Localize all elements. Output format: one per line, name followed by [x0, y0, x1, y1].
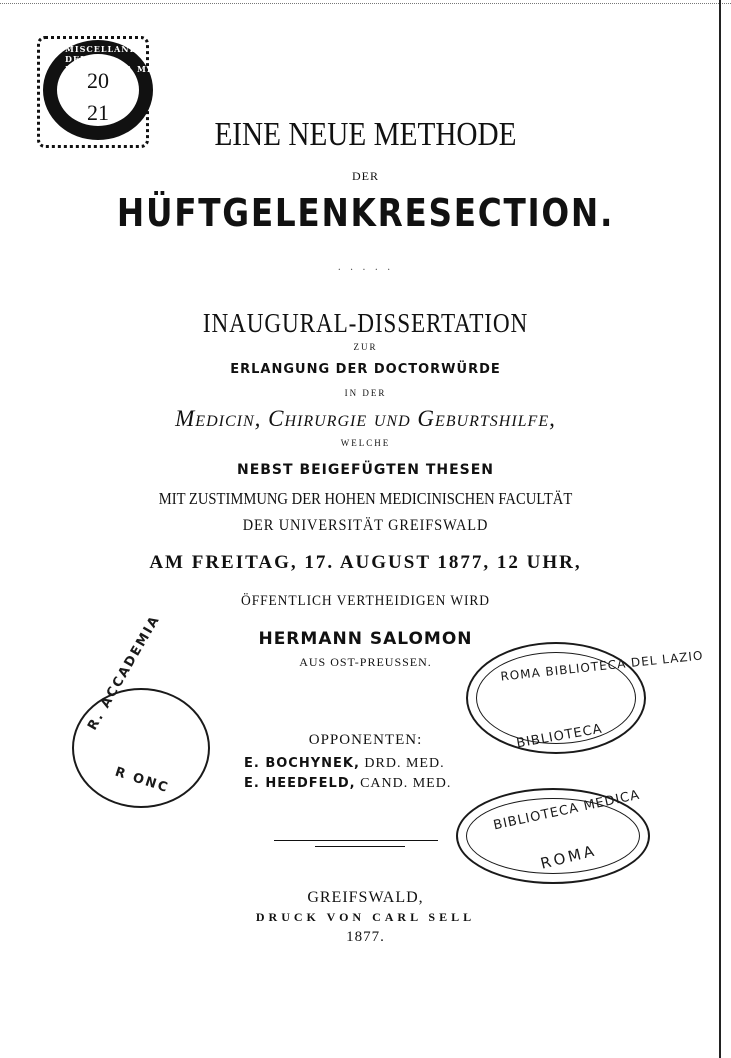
title-connector: DER [352, 169, 379, 183]
library-stamp-left [72, 612, 210, 808]
stamp-text-bottom: R ONC [113, 764, 171, 797]
opponent-entry [244, 777, 451, 791]
stamp-text-top: R. ACCADEMIA [85, 612, 164, 733]
consent-line: MIT ZUSTIMMUNG DER HOHEN MEDICINISCHEN FACULTÄT [158, 489, 573, 508]
theses-line: NEBST BEIGEFÜGTEN THESEN [236, 462, 495, 478]
stamp-number-bottom: 21 [87, 100, 109, 125]
author-origin: AUS OST-PREUSSEN. [299, 655, 432, 669]
purpose-line: ERLANGUNG DER DOCTORWÜRDE [230, 362, 501, 377]
opponents-label: OPPONENTEN: [308, 732, 423, 748]
opponent-name: E. BOCHYNEK, [244, 756, 360, 771]
stamp-ring-text: MISCELLANEA DELLA R. BIBLIOTECA MEDICA [65, 44, 182, 74]
opponent-title: CAND. MED. [360, 776, 452, 791]
welche-label: WELCHE [340, 438, 391, 448]
library-stamp-right-lower [456, 788, 650, 884]
imprint-year: 1877. [346, 929, 385, 945]
title-line-2: HÜFTGELENKRESECTION. [116, 191, 615, 235]
stamp-number-top: 20 [87, 68, 109, 93]
public-defense-line: ÖFFENTLICH VERTHEIDIGEN WIRD [241, 593, 490, 609]
faculties-line: Medicin, Chirurgie und Geburtshilfe, [175, 406, 556, 431]
in-der-label: IN DER [344, 388, 387, 398]
defense-date: AM FREITAG, 17. AUGUST 1877, 12 UHR, [149, 552, 582, 573]
title-line-1: EINE NEUE METHODE [214, 116, 517, 153]
title-separator: · · · · · [337, 265, 394, 276]
imprint-city: GREIFSWALD, [307, 889, 424, 906]
top-edge [0, 3, 731, 4]
university-line: DER UNIVERSITÄT GREIFSWALD [242, 517, 489, 534]
imprint-printer: DRUCK VON CARL SELL [255, 910, 476, 924]
zur-label: ZUR [353, 342, 378, 352]
dissertation-type: INAUGURAL-DISSERTATION [202, 308, 529, 338]
divider-rule [315, 846, 405, 847]
opponent-title: DRD. MED. [364, 756, 445, 771]
divider-rule [274, 840, 438, 841]
opponent-entry [244, 757, 445, 771]
stamp-text-bottom: ROMA [538, 841, 599, 873]
author-name: HERMANN SALOMON [258, 629, 473, 649]
library-stamp-right-upper [466, 642, 705, 754]
stamp-text-top: ROMA BIBLIOTECA DEL LAZIO [499, 648, 705, 684]
stamp-text-bottom: BIBLIOTECA [515, 721, 604, 752]
opponent-name: E. HEEDFELD, [244, 776, 356, 791]
stamp-text-top: BIBLIOTECA MEDICA [492, 787, 642, 834]
